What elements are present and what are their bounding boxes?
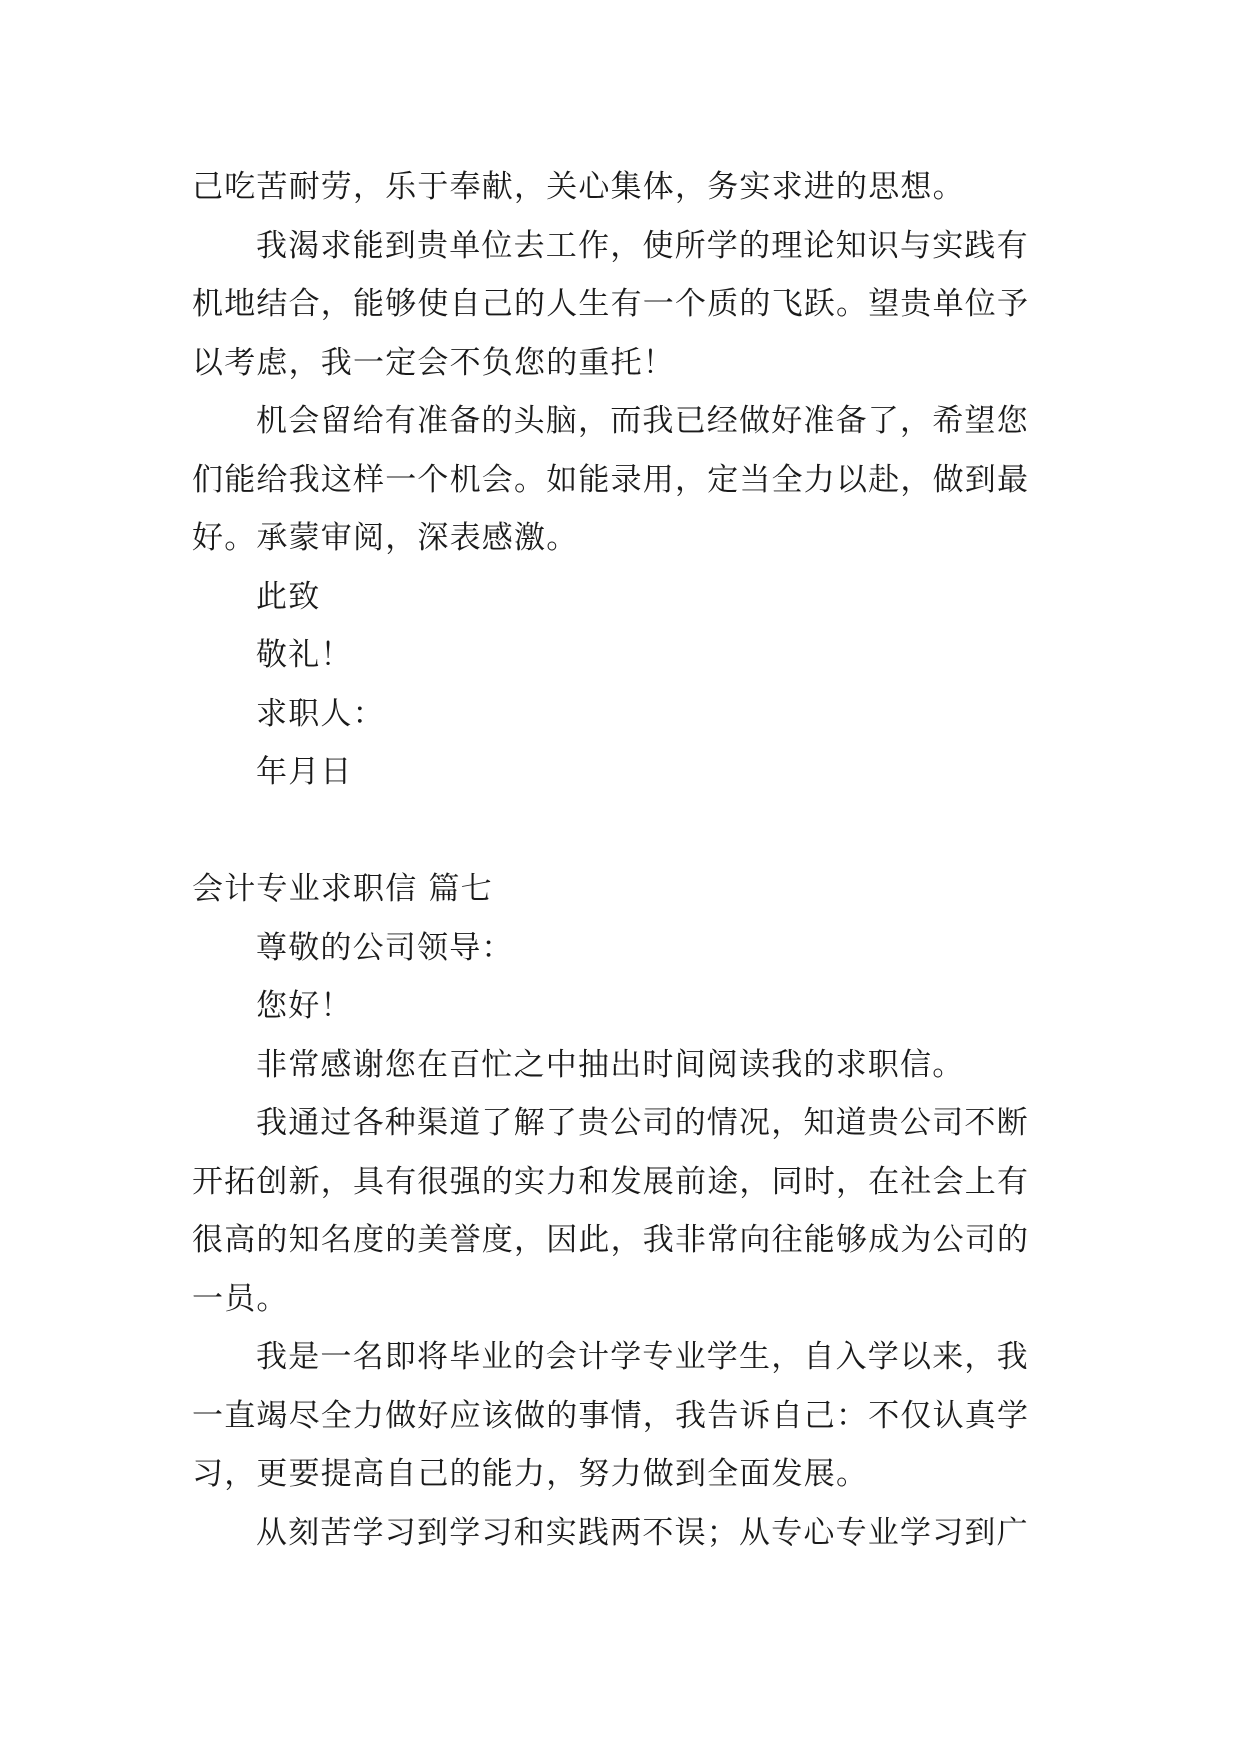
paragraph-start: 我渴求能到贵单位去工作，使所学的理论知识与实践有 [256,227,1029,264]
text-line: 己吃苦耐劳，乐于奉献，关心集体，务实求进的思想。 [192,169,965,205]
closing-regards: 敬礼！ [256,637,353,673]
text-line: 很高的知名度的美誉度，因此，我非常向往能够成为公司的 [192,1222,1030,1258]
paragraph-start: 机会留给有准备的头脑，而我已经做好准备了，希望您 [256,403,1029,439]
text-line: 一员。 [192,1280,289,1317]
text-line: 一直竭尽全力做好应该做的事情，我告诉自己：不仅认真学 [192,1397,1030,1434]
paragraph-start: 我是一名即将毕业的会计学专业学生，自入学以来，我 [256,1339,1029,1375]
greeting-recipient: 尊敬的公司领导： [256,929,514,966]
text-line: 开拓创新，具有很强的实力和发展前途，同时，在社会上有 [192,1163,1030,1200]
text-line: 好。承蒙审阅，深表感激。 [192,520,579,556]
text-line: 以考虑，我一定会不负您的重托！ [192,344,675,381]
paragraph-start: 我通过各种渠道了解了贵公司的情况，知道贵公司不断 [256,1105,1029,1141]
date-label: 年月日 [256,754,353,790]
text-line: 们能给我这样一个机会。如能录用，定当全力以赴，做到最 [192,461,1030,498]
text-line: 习，更要提高自己的能力，努力做到全面发展。 [192,1456,869,1492]
letter-body [192,158,1052,1562]
closing-salutation: 此致 [256,578,321,615]
greeting: 您好！ [256,988,353,1024]
paragraph-start: 从刻苦学习到学习和实践两不误；从专心专业学习到广 [256,1514,1029,1551]
section-gap [192,802,1052,861]
signature-label: 求职人： [256,695,385,732]
section-heading: 会计专业求职信 篇七 [192,871,493,907]
text-line: 机地结合，能够使自己的人生有一个质的飞跃。望贵单位予 [192,286,1030,322]
paragraph-start: 非常感谢您在百忙之中抽出时间阅读我的求职信。 [256,1046,965,1083]
